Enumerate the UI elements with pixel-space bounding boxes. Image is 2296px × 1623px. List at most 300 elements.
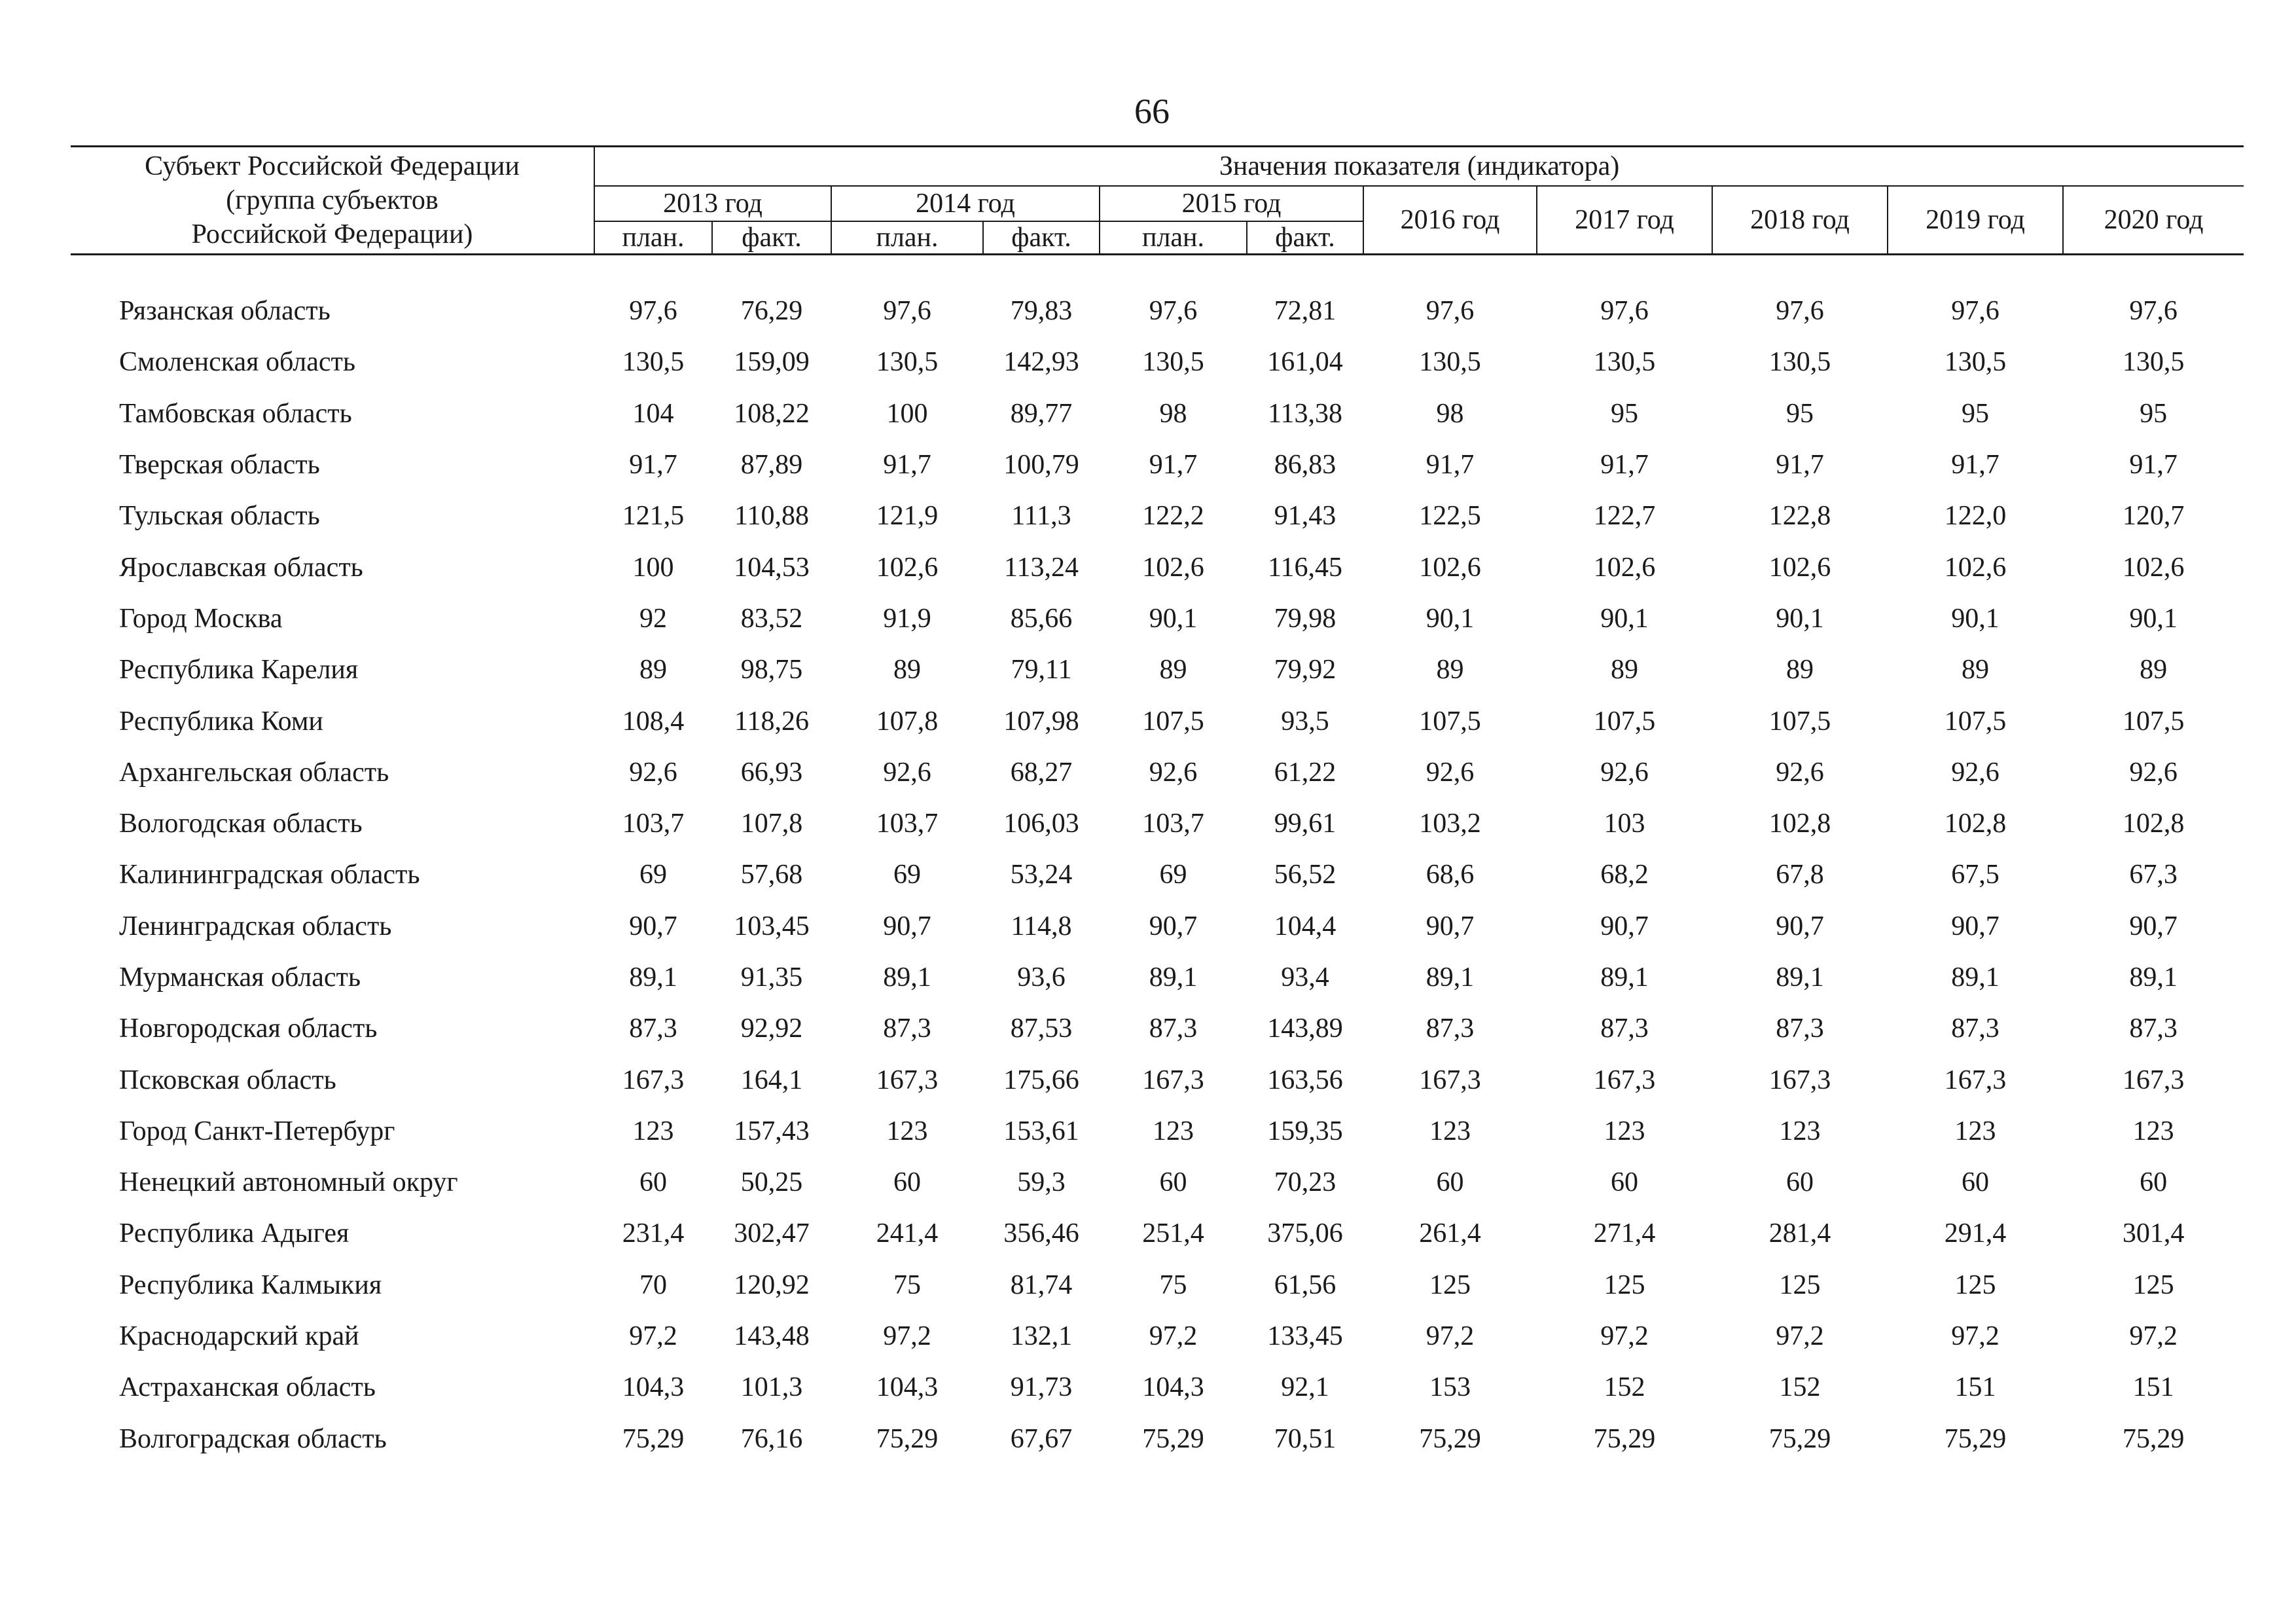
table-row xyxy=(71,952,2244,1003)
value-cell: 97,6 xyxy=(1600,296,1649,327)
value-cell: 375,06 xyxy=(1267,1218,1343,1249)
value-cell: 121,9 xyxy=(876,501,939,532)
value-cell: 102,6 xyxy=(1419,552,1481,583)
value-cell: 125 xyxy=(1779,1269,1821,1300)
value-cell: 120,7 xyxy=(2122,501,2185,532)
value-cell: 90,7 xyxy=(1149,911,1198,941)
value-cell: 167,3 xyxy=(1944,1065,2007,1095)
value-cell: 153,61 xyxy=(1003,1116,1079,1146)
value-cell: 102,6 xyxy=(1768,552,1831,583)
value-cell: 123 xyxy=(632,1116,674,1146)
region-name: Краснодарский край xyxy=(119,1321,359,1352)
region-name: Тамбовская область xyxy=(119,398,352,429)
value-cell: 107,5 xyxy=(1593,706,1656,737)
value-cell: 76,29 xyxy=(740,296,803,327)
value-cell: 92,6 xyxy=(1776,757,1824,788)
table-row xyxy=(71,798,2244,849)
value-cell: 107,5 xyxy=(1419,706,1481,737)
value-cell: 68,2 xyxy=(1600,860,1649,890)
value-cell: 87,3 xyxy=(1951,1013,2000,1044)
value-cell: 153 xyxy=(1429,1372,1471,1403)
value-cell: 130,5 xyxy=(2122,347,2185,378)
value-cell: 90,7 xyxy=(2129,911,2178,941)
value-cell: 120,92 xyxy=(734,1269,810,1300)
subject-header-line-1: Субъект Российской Федерации xyxy=(145,151,520,181)
value-cell: 118,26 xyxy=(734,706,809,737)
value-cell: 98 xyxy=(1436,398,1464,429)
table-row xyxy=(71,1003,2244,1054)
value-cell: 60 xyxy=(1962,1167,1989,1198)
value-cell: 102,6 xyxy=(1944,552,2007,583)
value-cell: 167,3 xyxy=(1419,1065,1481,1095)
year-header-2019: 2019 год xyxy=(1888,186,2063,255)
value-cell: 75,29 xyxy=(1944,1423,2007,1454)
value-cell: 89,1 xyxy=(1149,962,1198,993)
region-name: Новгородская область xyxy=(119,1013,378,1044)
region-name: Республика Калмыкия xyxy=(119,1269,382,1300)
value-cell: 89 xyxy=(1962,655,1989,685)
value-cell: 79,11 xyxy=(1011,655,1072,685)
plan-header: план. xyxy=(831,221,983,255)
value-cell: 95 xyxy=(1962,398,1989,429)
table-row xyxy=(71,1260,2244,1311)
value-cell: 93,4 xyxy=(1281,962,1329,993)
value-cell: 130,5 xyxy=(1593,347,1656,378)
value-cell: 107,5 xyxy=(1768,706,1831,737)
value-cell: 107,8 xyxy=(740,809,803,839)
value-cell: 56,52 xyxy=(1274,860,1336,890)
value-cell: 108,22 xyxy=(734,398,810,429)
value-cell: 100,79 xyxy=(1003,450,1079,481)
value-cell: 87,3 xyxy=(1600,1013,1649,1044)
value-cell: 103,7 xyxy=(876,809,939,839)
value-cell: 92 xyxy=(639,603,667,634)
value-cell: 91,35 xyxy=(740,962,803,993)
value-cell: 89 xyxy=(1611,655,1638,685)
value-cell: 60 xyxy=(2140,1167,2168,1198)
year-header-2017: 2017 год xyxy=(1537,186,1712,255)
value-cell: 92,6 xyxy=(1951,757,2000,788)
region-name: Республика Адыгея xyxy=(119,1218,350,1249)
value-cell: 92,6 xyxy=(629,757,677,788)
value-cell: 75,29 xyxy=(1593,1423,1656,1454)
value-cell: 241,4 xyxy=(876,1218,939,1249)
value-cell: 92,92 xyxy=(740,1013,803,1044)
value-cell: 92,6 xyxy=(883,757,931,788)
value-cell: 89,1 xyxy=(629,962,677,993)
value-cell: 90,1 xyxy=(1149,603,1198,634)
value-cell: 122,8 xyxy=(1768,501,1831,532)
value-cell: 107,5 xyxy=(2122,706,2185,737)
value-cell: 122,7 xyxy=(1593,501,1656,532)
value-cell: 102,6 xyxy=(876,552,939,583)
value-cell: 159,35 xyxy=(1267,1116,1343,1146)
value-cell: 87,3 xyxy=(2129,1013,2178,1044)
region-name: Мурманская область xyxy=(119,962,361,993)
region-name: Архангельская область xyxy=(119,757,389,788)
value-cell: 95 xyxy=(2140,398,2168,429)
value-cell: 167,3 xyxy=(876,1065,939,1095)
value-cell: 130,5 xyxy=(876,347,939,378)
value-cell: 103,7 xyxy=(1142,809,1204,839)
value-cell: 89,1 xyxy=(1776,962,1824,993)
value-cell: 102,6 xyxy=(2122,552,2185,583)
value-cell: 142,93 xyxy=(1003,347,1079,378)
value-cell: 67,8 xyxy=(1776,860,1824,890)
value-cell: 90,1 xyxy=(1776,603,1824,634)
value-cell: 75,29 xyxy=(2122,1423,2185,1454)
value-cell: 75,29 xyxy=(622,1423,685,1454)
value-cell: 70,23 xyxy=(1274,1167,1336,1198)
region-name: Ненецкий автономный округ xyxy=(119,1167,458,1198)
value-cell: 90,7 xyxy=(883,911,931,941)
subject-column-header xyxy=(71,147,594,255)
table-row xyxy=(71,1208,2244,1259)
value-cell: 102,8 xyxy=(2122,809,2185,839)
value-cell: 107,5 xyxy=(1944,706,2007,737)
value-cell: 91,7 xyxy=(629,450,677,481)
value-cell: 90,7 xyxy=(1600,911,1649,941)
value-cell: 161,04 xyxy=(1267,347,1343,378)
region-name: Калининградская область xyxy=(119,860,420,890)
value-cell: 92,1 xyxy=(1281,1372,1329,1403)
value-cell: 89 xyxy=(2140,655,2168,685)
value-cell: 70 xyxy=(639,1269,667,1300)
value-cell: 151 xyxy=(1954,1372,1996,1403)
value-cell: 163,56 xyxy=(1267,1065,1343,1095)
region-name: Вологодская область xyxy=(119,809,363,839)
value-cell: 97,2 xyxy=(1426,1321,1475,1352)
value-cell: 97,2 xyxy=(1149,1321,1198,1352)
value-cell: 97,2 xyxy=(1776,1321,1824,1352)
value-cell: 152 xyxy=(1604,1372,1645,1403)
year-header-2016: 2016 год xyxy=(1363,186,1537,255)
value-cell: 60 xyxy=(1786,1167,1814,1198)
value-cell: 261,4 xyxy=(1419,1218,1481,1249)
value-cell: 116,45 xyxy=(1268,552,1342,583)
fact-header: факт. xyxy=(983,221,1100,255)
value-cell: 102,6 xyxy=(1593,552,1656,583)
region-name: Республика Карелия xyxy=(119,655,359,685)
value-cell: 97,6 xyxy=(883,296,931,327)
value-cell: 167,3 xyxy=(622,1065,685,1095)
value-cell: 110,88 xyxy=(734,501,809,532)
value-cell: 81,74 xyxy=(1010,1269,1073,1300)
value-cell: 50,25 xyxy=(740,1167,803,1198)
value-cell: 87,3 xyxy=(1426,1013,1475,1044)
value-cell: 53,24 xyxy=(1010,860,1073,890)
value-cell: 130,5 xyxy=(622,347,685,378)
region-name: Ярославская область xyxy=(119,552,363,583)
value-cell: 97,6 xyxy=(1149,296,1198,327)
value-cell: 101,3 xyxy=(740,1372,803,1403)
value-cell: 75,29 xyxy=(1142,1423,1204,1454)
region-name: Ленинградская область xyxy=(119,911,392,941)
value-cell: 95 xyxy=(1611,398,1638,429)
value-cell: 90,7 xyxy=(1951,911,2000,941)
table-row xyxy=(71,644,2244,695)
value-cell: 251,4 xyxy=(1142,1218,1204,1249)
value-cell: 122,0 xyxy=(1944,501,2007,532)
value-cell: 103 xyxy=(1604,809,1645,839)
value-cell: 86,83 xyxy=(1274,450,1336,481)
value-cell: 98,75 xyxy=(740,655,803,685)
value-cell: 231,4 xyxy=(622,1218,685,1249)
value-cell: 123 xyxy=(886,1116,928,1146)
value-cell: 111,3 xyxy=(1011,501,1071,532)
value-cell: 90,1 xyxy=(2129,603,2178,634)
value-cell: 91,7 xyxy=(883,450,931,481)
value-cell: 79,83 xyxy=(1010,296,1073,327)
value-cell: 123 xyxy=(1604,1116,1645,1146)
value-cell: 91,7 xyxy=(1149,450,1198,481)
table-row xyxy=(71,285,2244,337)
value-cell: 59,3 xyxy=(1017,1167,1066,1198)
value-cell: 175,66 xyxy=(1003,1065,1079,1095)
value-cell: 123 xyxy=(2132,1116,2174,1146)
year-header-2018: 2018 год xyxy=(1712,186,1888,255)
subject-header-line-2: (группа субъектов xyxy=(226,185,439,215)
value-cell: 68,6 xyxy=(1426,860,1475,890)
value-cell: 100 xyxy=(632,552,674,583)
value-cell: 167,3 xyxy=(1768,1065,1831,1095)
value-cell: 87,53 xyxy=(1010,1013,1073,1044)
value-cell: 98 xyxy=(1159,398,1187,429)
table-row xyxy=(71,747,2244,798)
value-cell: 97,2 xyxy=(883,1321,931,1352)
value-cell: 107,8 xyxy=(876,706,939,737)
value-cell: 107,98 xyxy=(1003,706,1079,737)
table-row xyxy=(71,1106,2244,1157)
value-cell: 79,98 xyxy=(1274,603,1336,634)
value-cell: 57,68 xyxy=(740,860,803,890)
value-cell: 122,2 xyxy=(1142,501,1204,532)
value-cell: 90,7 xyxy=(1426,911,1475,941)
table-row xyxy=(71,1362,2244,1413)
value-cell: 89,1 xyxy=(2129,962,2178,993)
value-cell: 164,1 xyxy=(740,1065,803,1095)
value-cell: 67,5 xyxy=(1951,860,2000,890)
value-cell: 79,92 xyxy=(1274,655,1336,685)
value-cell: 143,48 xyxy=(734,1321,810,1352)
value-cell: 103,2 xyxy=(1419,809,1481,839)
value-cell: 92,6 xyxy=(1426,757,1475,788)
table-row xyxy=(71,695,2244,746)
fact-header: факт. xyxy=(712,221,831,255)
value-cell: 125 xyxy=(1429,1269,1471,1300)
value-cell: 90,1 xyxy=(1951,603,2000,634)
value-cell: 97,2 xyxy=(1951,1321,2000,1352)
region-name: Волгоградская область xyxy=(119,1423,387,1454)
value-cell: 91,73 xyxy=(1010,1372,1073,1403)
value-cell: 87,3 xyxy=(883,1013,931,1044)
value-cell: 60 xyxy=(893,1167,921,1198)
table-row xyxy=(71,337,2244,388)
region-name: Псковская область xyxy=(119,1065,336,1095)
value-cell: 91,7 xyxy=(1951,450,2000,481)
value-cell: 113,24 xyxy=(1004,552,1079,583)
value-cell: 130,5 xyxy=(1419,347,1481,378)
value-cell: 69 xyxy=(893,860,921,890)
value-cell: 92,6 xyxy=(2129,757,2178,788)
value-cell: 91,7 xyxy=(1776,450,1824,481)
value-cell: 143,89 xyxy=(1267,1013,1343,1044)
value-cell: 130,5 xyxy=(1944,347,2007,378)
value-cell: 125 xyxy=(1954,1269,1996,1300)
value-cell: 113,38 xyxy=(1268,398,1342,429)
value-cell: 89 xyxy=(1786,655,1814,685)
value-cell: 97,2 xyxy=(2129,1321,2178,1352)
table-row xyxy=(71,1054,2244,1105)
value-cell: 91,9 xyxy=(883,603,931,634)
value-cell: 89,1 xyxy=(883,962,931,993)
value-cell: 107,5 xyxy=(1142,706,1204,737)
value-cell: 106,03 xyxy=(1003,809,1079,839)
value-cell: 167,3 xyxy=(2122,1065,2185,1095)
value-cell: 75 xyxy=(893,1269,921,1300)
value-cell: 89,1 xyxy=(1951,962,2000,993)
value-cell: 90,7 xyxy=(1776,911,1824,941)
value-cell: 97,2 xyxy=(1600,1321,1649,1352)
value-cell: 89,1 xyxy=(1600,962,1649,993)
value-cell: 123 xyxy=(1779,1116,1821,1146)
value-cell: 97,2 xyxy=(629,1321,677,1352)
value-cell: 108,4 xyxy=(622,706,685,737)
value-cell: 90,1 xyxy=(1600,603,1649,634)
value-cell: 356,46 xyxy=(1003,1218,1079,1249)
value-cell: 92,6 xyxy=(1149,757,1198,788)
year-header-2015: 2015 год xyxy=(1100,186,1363,221)
value-cell: 90,1 xyxy=(1426,603,1475,634)
value-cell: 103,45 xyxy=(734,911,810,941)
value-cell: 102,6 xyxy=(1142,552,1204,583)
value-cell: 87,3 xyxy=(1149,1013,1198,1044)
value-cell: 66,93 xyxy=(740,757,803,788)
value-cell: 95 xyxy=(1786,398,1814,429)
value-cell: 87,89 xyxy=(740,450,803,481)
value-cell: 122,5 xyxy=(1419,501,1481,532)
value-cell: 75 xyxy=(1159,1269,1187,1300)
value-cell: 89 xyxy=(1436,655,1464,685)
year-header-2014: 2014 год xyxy=(831,186,1100,221)
value-cell: 121,5 xyxy=(622,501,685,532)
value-cell: 104 xyxy=(632,398,674,429)
value-cell: 104,3 xyxy=(1142,1372,1204,1403)
value-cell: 104,3 xyxy=(876,1372,939,1403)
value-cell: 72,81 xyxy=(1274,296,1336,327)
value-cell: 125 xyxy=(2132,1269,2174,1300)
value-cell: 133,45 xyxy=(1267,1321,1343,1352)
value-cell: 75,29 xyxy=(1768,1423,1831,1454)
value-cell: 100 xyxy=(886,398,928,429)
value-cell: 90,7 xyxy=(629,911,677,941)
table-row xyxy=(71,1157,2244,1208)
value-cell: 83,52 xyxy=(740,603,803,634)
value-cell: 151 xyxy=(2132,1372,2174,1403)
value-cell: 70,51 xyxy=(1274,1423,1336,1454)
value-cell: 60 xyxy=(1436,1167,1464,1198)
region-name: Город Санкт-Петербург xyxy=(119,1116,395,1146)
value-cell: 89 xyxy=(639,655,667,685)
value-cell: 89,77 xyxy=(1010,398,1073,429)
value-cell: 93,6 xyxy=(1017,962,1066,993)
plan-header: план. xyxy=(594,221,712,255)
value-cell: 301,4 xyxy=(2122,1218,2185,1249)
value-cell: 123 xyxy=(1429,1116,1471,1146)
table-row xyxy=(71,1311,2244,1362)
table-row xyxy=(71,1413,2244,1465)
value-cell: 76,16 xyxy=(740,1423,803,1454)
values-header: Значения показателя (индикатора) xyxy=(594,147,2244,187)
value-cell: 159,09 xyxy=(734,347,810,378)
region-name: Смоленская область xyxy=(119,347,356,378)
value-cell: 167,3 xyxy=(1142,1065,1204,1095)
value-cell: 97,6 xyxy=(629,296,677,327)
value-cell: 132,1 xyxy=(1010,1321,1073,1352)
value-cell: 97,6 xyxy=(1426,296,1475,327)
value-cell: 67,67 xyxy=(1010,1423,1073,1454)
value-cell: 87,3 xyxy=(629,1013,677,1044)
value-cell: 281,4 xyxy=(1768,1218,1831,1249)
value-cell: 291,4 xyxy=(1944,1218,2007,1249)
table-row xyxy=(71,490,2244,541)
value-cell: 97,6 xyxy=(1951,296,2000,327)
value-cell: 68,27 xyxy=(1010,757,1073,788)
value-cell: 67,3 xyxy=(2129,860,2178,890)
subject-header-line-3: Российской Федерации) xyxy=(191,219,473,249)
value-cell: 99,61 xyxy=(1274,809,1336,839)
value-cell: 97,6 xyxy=(1776,296,1824,327)
value-cell: 69 xyxy=(639,860,667,890)
region-name: Тульская область xyxy=(119,501,320,532)
value-cell: 104,3 xyxy=(622,1372,685,1403)
value-cell: 167,3 xyxy=(1593,1065,1656,1095)
value-cell: 302,47 xyxy=(734,1218,810,1249)
value-cell: 130,5 xyxy=(1142,347,1204,378)
value-cell: 89 xyxy=(1159,655,1187,685)
value-cell: 69 xyxy=(1159,860,1187,890)
value-cell: 157,43 xyxy=(734,1116,810,1146)
value-cell: 114,8 xyxy=(1011,911,1072,941)
value-cell: 271,4 xyxy=(1593,1218,1656,1249)
region-name: Рязанская область xyxy=(119,296,331,327)
table-row xyxy=(71,593,2244,644)
region-name: Астраханская область xyxy=(119,1372,376,1403)
region-name: Республика Коми xyxy=(119,706,323,737)
plan-header: план. xyxy=(1100,221,1247,255)
value-cell: 89 xyxy=(893,655,921,685)
value-cell: 152 xyxy=(1779,1372,1821,1403)
value-cell: 60 xyxy=(1159,1167,1187,1198)
value-cell: 61,22 xyxy=(1274,757,1336,788)
table-row xyxy=(71,541,2244,593)
value-cell: 104,53 xyxy=(734,552,810,583)
value-cell: 75,29 xyxy=(1419,1423,1481,1454)
value-cell: 89,1 xyxy=(1426,962,1475,993)
value-cell: 91,7 xyxy=(1426,450,1475,481)
value-cell: 104,4 xyxy=(1274,911,1336,941)
year-header-2013: 2013 год xyxy=(594,186,831,221)
value-cell: 61,56 xyxy=(1274,1269,1336,1300)
table-row xyxy=(71,388,2244,439)
value-cell: 92,6 xyxy=(1600,757,1649,788)
page-number: 66 xyxy=(1134,92,1170,131)
value-cell: 91,7 xyxy=(1600,450,1649,481)
table-row xyxy=(71,849,2244,900)
region-name: Город Москва xyxy=(119,603,283,634)
region-name: Тверская область xyxy=(119,450,320,481)
value-cell: 75,29 xyxy=(876,1423,939,1454)
